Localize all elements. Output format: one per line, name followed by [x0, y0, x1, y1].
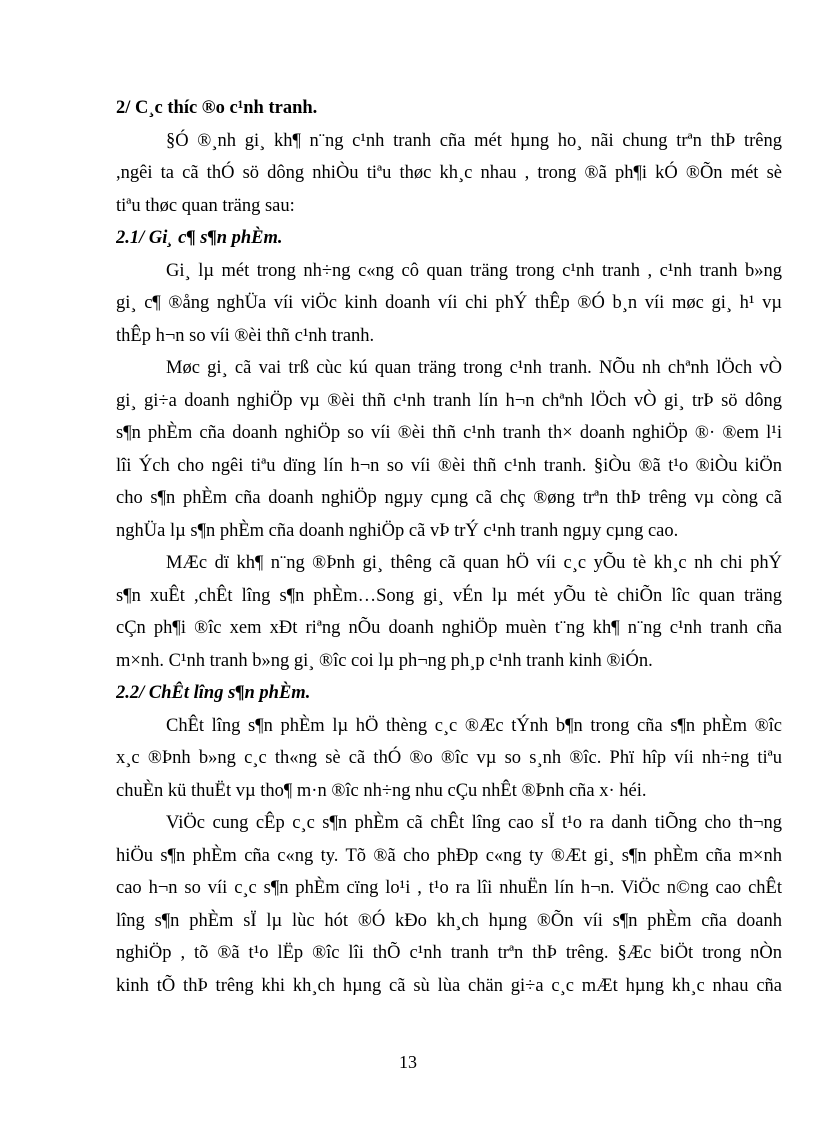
- paragraph-line: hiÖu s¶n phÈm cña c«ng ty. Tõ ®ã cho phÐp c«ng ty ®Æt gi¸ s¶n phÈm cña m×nh: [116, 845, 782, 866]
- page-body: [116, 92, 782, 1002]
- paragraph-line: lîi Ých cho ngêi tiªu dïng lín h¬n so víi ®èi thñ c¹nh tranh. §iÒu ®ã t¹o ®iÒu kiÖn: [116, 455, 782, 476]
- subsection-heading: 2.1/ Gi¸ c¶ s¶n phÈm.: [116, 228, 283, 248]
- page-number: 13: [399, 1052, 417, 1072]
- paragraph-line: ViÖc cung cÊp c¸c s¶n phÈm cã chÊt lîng cao sÏ t¹o ra danh tiÕng cho th¬ng: [166, 813, 782, 833]
- paragraph-line: MÆc dï kh¶ n¨ng ®Þnh gi¸ thêng cã quan hÖ víi c¸c yÕu tè kh¸c nh chi phÝ: [166, 553, 782, 573]
- paragraph-line: cÇn ph¶i ®îc xem xÐt riªng nÕu doanh nghiÖp muèn t¨ng kh¶ n¨ng c¹nh tranh cña: [116, 618, 782, 638]
- paragraph-line: thÊp h¬n so víi ®èi thñ c¹nh tranh.: [116, 325, 375, 346]
- paragraph-line: tiªu thøc quan träng sau:: [116, 195, 295, 216]
- section-heading: 2/ C¸c thíc ®o c¹nh tranh.: [116, 98, 318, 118]
- paragraph-line: s¶n xuÊt ,chÊt lîng s¶n phÈm…Song gi¸ vÉn lµ mét yÕu tè chiÕn lîc quan träng: [116, 585, 782, 606]
- paragraph-line: x¸c ®Þnh b»ng c¸c th«ng sè cã thÓ ®o ®îc vµ so s¸nh ®îc. Phï hîp víi nh÷ng tiªu: [116, 748, 782, 768]
- paragraph-line: Gi¸ lµ mét trong nh÷ng c«ng cô quan träng trong c¹nh tranh , c¹nh tranh b»ng: [166, 260, 782, 281]
- paragraph-line: s¶n phÈm cña doanh nghiÖp so víi ®èi thñ c¹nh tranh th× doanh nghiÖp ®· ®em l¹i: [116, 423, 782, 443]
- paragraph-line: gi¸ c¶ ®ång nghÜa víi viÖc kinh doanh víi chi phÝ thÊp ®Ó b¸n víi møc gi¸ h¹ vµ: [116, 293, 782, 313]
- paragraph-line: ChÊt lîng s¶n phÈm lµ hÖ thèng c¸c ®Æc tÝnh b¶n trong cña s¶n phÈm ®îc: [166, 715, 782, 736]
- paragraph-line: gi¸ gi÷a doanh nghiÖp vµ ®èi thñ c¹nh tranh lín h¬n chªnh lÖch vÒ gi¸ trÞ sö dông: [116, 390, 782, 411]
- paragraph-line: kinh tÕ thÞ trêng khi kh¸ch hµng cã sù lùa chän gi÷a c¸c mÆt hµng kh¸c nhau cña: [116, 975, 782, 996]
- paragraph-line: Møc gi¸ cã vai trß cùc kú quan träng trong c¹nh tranh. NÕu nh chªnh lÖch vÒ: [166, 358, 782, 378]
- paragraph-line: §Ó ®¸nh gi¸ kh¶ n¨ng c¹nh tranh cña mét hµng ho¸ nãi chung trªn thÞ trêng: [166, 130, 782, 151]
- paragraph-line: ,ngêi ta cã thÓ sö dông nhiÒu tiªu thøc kh¸c nhau , trong ®ã ph¶i kÓ ®Õn mét sè: [116, 163, 782, 183]
- paragraph-line: chuÈn kü thuËt vµ tho¶ m·n ®îc nh÷ng nhu cÇu nhÊt ®Þnh cña x· héi.: [116, 780, 647, 801]
- paragraph-line: nghÜa lµ s¶n phÈm cña doanh nghiÖp cã vÞ trÝ c¹nh tranh ngµy cµng cao.: [116, 520, 679, 541]
- paragraph-line: cao h¬n so víi c¸c s¶n phÈm cïng lo¹i , t¹o ra lîi nhuËn lín h¬n. ViÖc n©ng cao chÊt: [116, 878, 782, 898]
- paragraph-line: m×nh. C¹nh tranh b»ng gi¸ ®îc coi lµ ph¬ng ph¸p c¹nh tranh kinh ®iÓn.: [116, 650, 653, 671]
- subsection-heading: 2.2/ ChÊt lîng s¶n phÈm.: [116, 683, 311, 703]
- paragraph-line: lîng s¶n phÈm sÏ lµ lùc hót ®Ó kÐo kh¸ch hµng ®Õn víi s¶n phÈm cña doanh: [116, 910, 782, 931]
- paragraph-line: cho s¶n phÈm cña doanh nghiÖp ngµy cµng cã chç ®øng trªn thÞ trêng vµ còng cã: [116, 488, 782, 508]
- paragraph-line: nghiÖp , tõ ®ã t¹o lËp ®îc lîi thÕ c¹nh tranh trªn thÞ trêng. §Æc biÖt trong nÒn: [116, 943, 782, 963]
